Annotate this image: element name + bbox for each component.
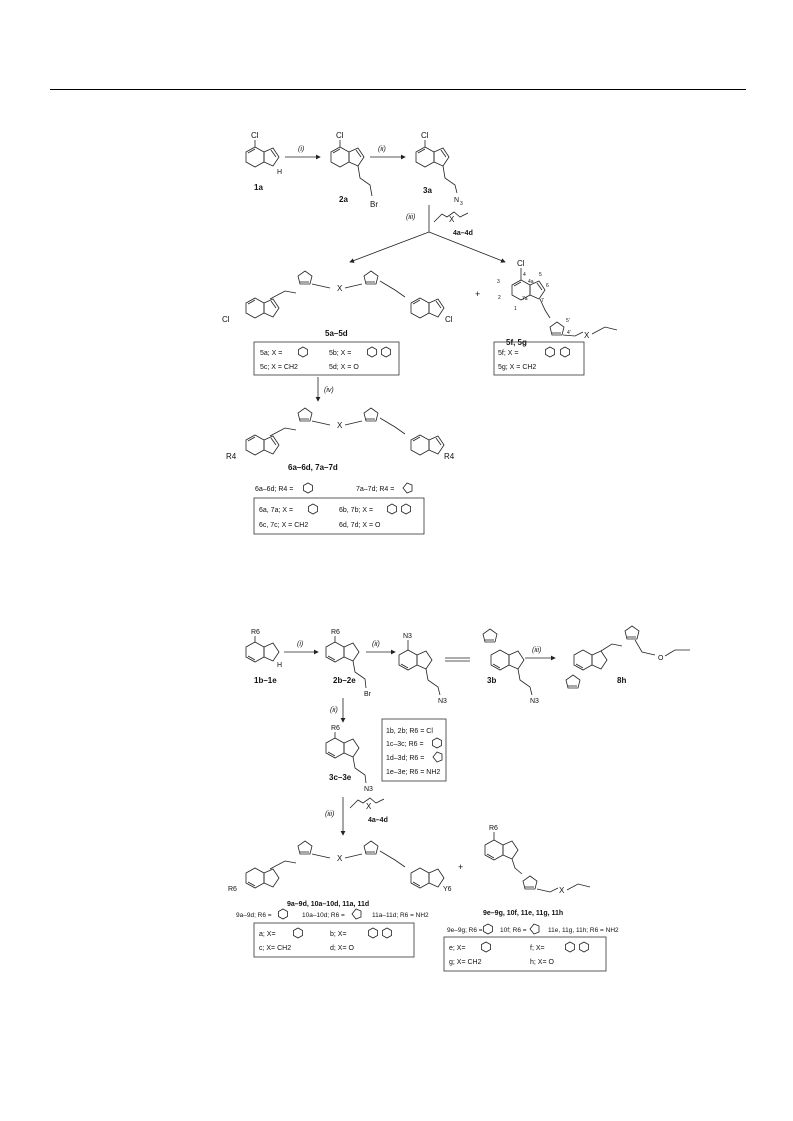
scheme-label: 5g; X = CH2 — [498, 364, 537, 371]
scheme-label: 1d–3d; R6 = — [386, 755, 425, 762]
scheme-label: 4a — [528, 279, 534, 285]
scheme-label: (iv) — [324, 387, 334, 394]
scheme-label: Cl — [421, 131, 429, 140]
def-10a10d: 10a–10d; R6 = — [302, 912, 345, 919]
scheme-label: X — [366, 802, 372, 811]
scheme-label: X — [449, 215, 455, 224]
scheme-label: Y6 — [443, 886, 452, 893]
scheme-label: (ii) — [330, 707, 338, 714]
scheme-label: O — [658, 655, 664, 662]
scheme-label: R6 — [228, 886, 237, 893]
scheme-label: N3 — [403, 633, 412, 640]
compound-3a — [416, 131, 463, 207]
scheme-label: + — [475, 289, 481, 299]
scheme-label: 4 — [523, 272, 526, 278]
scheme-label: 3b — [487, 676, 497, 685]
scheme-label: 3a — [423, 186, 432, 195]
scheme-label: N3 — [364, 786, 373, 793]
compound-1b1e — [246, 629, 282, 685]
scheme-label: 4' — [567, 330, 571, 336]
scheme-label: Cl — [517, 259, 525, 268]
scheme-label: (ii) — [372, 641, 380, 648]
scheme-label: (iii) — [325, 811, 335, 818]
dialkyne-4a4d-2 — [350, 798, 388, 824]
scheme-label: 4a–4d — [453, 230, 473, 237]
scheme-label: Br — [370, 200, 378, 209]
scheme-label: 2 — [498, 295, 501, 301]
scheme-label: R6 — [331, 629, 340, 636]
compound-2a — [331, 131, 378, 209]
scheme-label: 5 — [539, 272, 542, 278]
scheme-label: H — [277, 662, 283, 669]
scheme-label: d; X= O — [330, 945, 354, 952]
compound-5f5g — [497, 259, 617, 347]
scheme-label: + — [458, 862, 464, 872]
scheme-label: (i) — [297, 641, 304, 648]
scheme-label: g; X= CH2 — [449, 959, 482, 966]
scheme-label: Cl — [445, 315, 453, 324]
scheme-label: X — [337, 284, 343, 293]
scheme-label: 1c–3c; R6 = — [386, 741, 424, 748]
scheme-label: 8h — [617, 676, 627, 685]
scheme-label: 6b, 7b; X = — [339, 507, 374, 514]
scheme-label: N3 — [438, 698, 447, 705]
scheme-label: 4a–4d — [368, 817, 388, 824]
scheme-label: 7 — [541, 298, 544, 304]
scheme-label: Br — [364, 691, 371, 698]
scheme-label: 6 — [546, 283, 549, 289]
scheme-label: 5f; X = — [498, 350, 519, 357]
scheme-label: h; X= O — [530, 959, 554, 966]
scheme-label: Cl — [222, 315, 230, 324]
scheme-label: (i) — [298, 146, 305, 153]
scheme-label: a; X= — [259, 931, 276, 938]
scheme-label: 7a — [522, 296, 528, 302]
compound-azide — [399, 633, 447, 705]
scheme-label: R6 — [251, 629, 260, 636]
scheme-label: 1b, 2b; R6 = Cl — [386, 728, 433, 735]
scheme-label: 9a–9d, 10a–10d, 11a, 11d — [287, 901, 370, 908]
scheme-label: R6 — [331, 725, 340, 732]
scheme-label: N — [454, 197, 460, 204]
scheme-label: 1b–1e — [254, 676, 277, 685]
compound-5a5d — [222, 271, 453, 338]
scheme-label: 1e–3e; R6 = NH2 — [386, 769, 441, 776]
def-10f: 10f; R6 = — [500, 927, 527, 934]
scheme-label: (iii) — [406, 214, 416, 221]
scheme-label: 6a, 7a; X = — [259, 507, 294, 514]
scheme-label: 3c–3e — [329, 773, 352, 782]
scheme-label: 6a–6d, 7a–7d — [288, 463, 338, 472]
scheme-label: 6d, 7d; X = O — [339, 522, 381, 529]
scheme-label: b; X= — [330, 931, 347, 938]
scheme-label: X — [337, 854, 343, 863]
compound-2b2e — [326, 629, 372, 698]
scheme-label: X — [559, 886, 565, 895]
compound-3b — [483, 629, 542, 705]
dialkyne-4a4d — [434, 212, 473, 237]
box5-line1b: 5b; X = — [329, 350, 352, 357]
scheme-label: H — [277, 169, 283, 176]
scheme-label: f; X= — [530, 945, 545, 952]
compound-3c3e — [326, 725, 373, 793]
compound-1a — [246, 131, 282, 192]
box5-line1a: 5a; X = — [260, 350, 283, 357]
scheme-label: X — [584, 331, 590, 340]
scheme-label: X — [337, 421, 343, 430]
scheme-label: (ii) — [378, 146, 386, 153]
compound-9e11h — [483, 825, 590, 917]
def-9a9d: 9a–9d; R6 = — [236, 912, 272, 919]
scheme-label: R4 — [444, 452, 455, 461]
def-6a6d: 6a–6d; R4 = — [255, 486, 294, 493]
def-7a7d: 7a–7d; R4 = — [356, 486, 395, 493]
def-11e: 11e, 11g, 11h; R6 = NH2 — [548, 927, 619, 934]
compound-9a11d — [228, 841, 452, 908]
scheme-label: 1 — [514, 306, 517, 312]
scheme-label: 3 — [460, 201, 463, 207]
scheme-label: 5c; X = CH2 — [260, 364, 298, 371]
scheme-label: Cl — [336, 131, 344, 140]
scheme-label: (iii) — [532, 647, 542, 654]
scheme-label: 5' — [566, 318, 570, 324]
scheme-label: R6 — [489, 825, 498, 832]
compound-6a7d — [226, 408, 455, 472]
scheme-label: 2b–2e — [333, 676, 356, 685]
scheme-label: e; X= — [449, 945, 466, 952]
compound-8h — [566, 626, 690, 688]
scheme-label: R4 — [226, 452, 237, 461]
scheme-label: c; X= CH2 — [259, 945, 292, 952]
scheme-label: 5d; X = O — [329, 364, 359, 371]
scheme-label: N3 — [530, 698, 539, 705]
scheme-label: 5f, 5g — [506, 338, 527, 347]
scheme-label: 3 — [497, 279, 500, 285]
def-11a11d: 11a–11d; R6 = NH2 — [372, 912, 429, 919]
scheme-label: Cl — [251, 131, 259, 140]
scheme-label: 6c, 7c; X = CH2 — [259, 522, 309, 529]
scheme-label: 5a–5d — [325, 329, 348, 338]
scheme-label: 9e–9g, 10f, 11e, 11g, 11h — [483, 910, 564, 917]
scheme-label: 1a — [254, 183, 263, 192]
def-9e9g: 9e–9g; R6 = — [447, 927, 483, 934]
scheme-label: 2a — [339, 195, 348, 204]
